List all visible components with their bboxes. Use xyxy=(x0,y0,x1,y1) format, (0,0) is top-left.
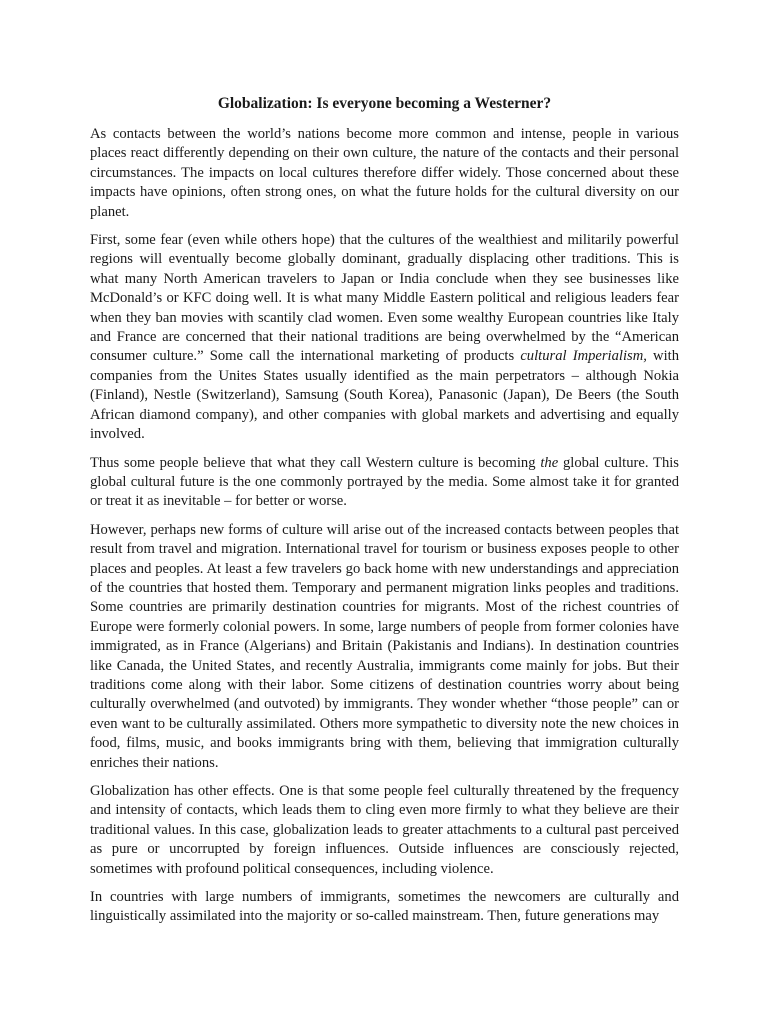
paragraph-migration: However, perhaps new forms of culture will arise out of the increased contacts between peoples that result from travel and migration. International travel for tourism or business exposes people to other places and peoples. At least a few travelers go back home with new understandings and appreciation of the countries that hosted them. Temporary and permanent migration links peoples and traditions. Some countries are primarily destination countries for migrants. Most of the richest countries of Europe were formerly colonial powers. In some, large numbers of people from former colonies have immigrated, as in France (Algerians) and Britain (Pakistanis and Indians). In destination countries like Canada, the United States, and recently Australia, immigrants come mainly for jobs. But their traditions come along with their labor. Some citizens of destination countries worry about being culturally overwhelmed (and outvoted) by immigrants. They wonder whether “those people” can or even want to be culturally assimilated. Others more sympathetic to diversity note the new choices in food, films, music, and books immigrants bring with them, believing that immigration culturally enriches their nations. xyxy=(90,521,679,771)
paragraph-text: First, some fear (even while others hope) that the cultures of the wealthiest and militarily powerful regions will eventually become globally dominant, gradually displacing other traditions. This is what many North American travelers to Japan or India conclude when they see businesses like McDonald’s or KFC doing well. It is what many Middle Eastern political and religious leaders fear when they ban movies with scantily clad women. Even some wealthy European countries like Italy and France are concerned that their national traditions are being overwhelmed by the “American consumer culture.” Some call the international marketing of products xyxy=(90,232,679,365)
paragraph-text: global culture. This global cultural future is the one commonly portrayed by the media. Some almost take it for granted or treat it as inevitable – for better or worse. xyxy=(90,454,679,510)
paragraph-text: Thus some people believe that what they call Western culture is becoming xyxy=(90,454,541,471)
paragraph-other-effects: Globalization has other effects. One is that some people feel culturally threatened by the frequency and intensity of contacts, which leads them to cling even more firmly to what they believe are their traditional values. In this case, globalization leads to greater attachments to a cultural past perceived as pure or uncorrupted by foreign influences. Outside influences are consciously rejected, sometimes with profound political consequences, including violence. xyxy=(90,783,679,877)
paragraph-cultural-imperialism xyxy=(90,231,679,444)
paragraph-intro: As contacts between the world’s nations become more common and intense, people in various places react differently depending on their own culture, the nature of the contacts and their personal circumstances. The impacts on local cultures therefore differ widely. Those concerned about these impacts have opinions, often strong ones, on what the future holds for the cultural diversity on our planet. xyxy=(90,126,679,220)
paragraph-text: with companies from the Unites States usually identified as the main perpetrators – although Nokia (Finland), Nestle (Switzerland), Samsung (South Korea), Panasonic (Japan), De Beers (the South African diamond company), and other companies with global markets and advertising and equally involved. xyxy=(90,348,679,443)
document-page xyxy=(90,94,679,936)
emphasis-text: cultural Imperialism, xyxy=(520,348,647,365)
document-title: Globalization: Is everyone becoming a Westerner? xyxy=(217,95,552,112)
paragraph-western-culture xyxy=(90,454,679,512)
emphasis-text: the xyxy=(540,454,559,471)
paragraph-immigrants: In countries with large numbers of immigrants, sometimes the newcomers are culturally and linguistically assimilated into the majority or so-called mainstream. Then, future generations may xyxy=(90,889,679,925)
